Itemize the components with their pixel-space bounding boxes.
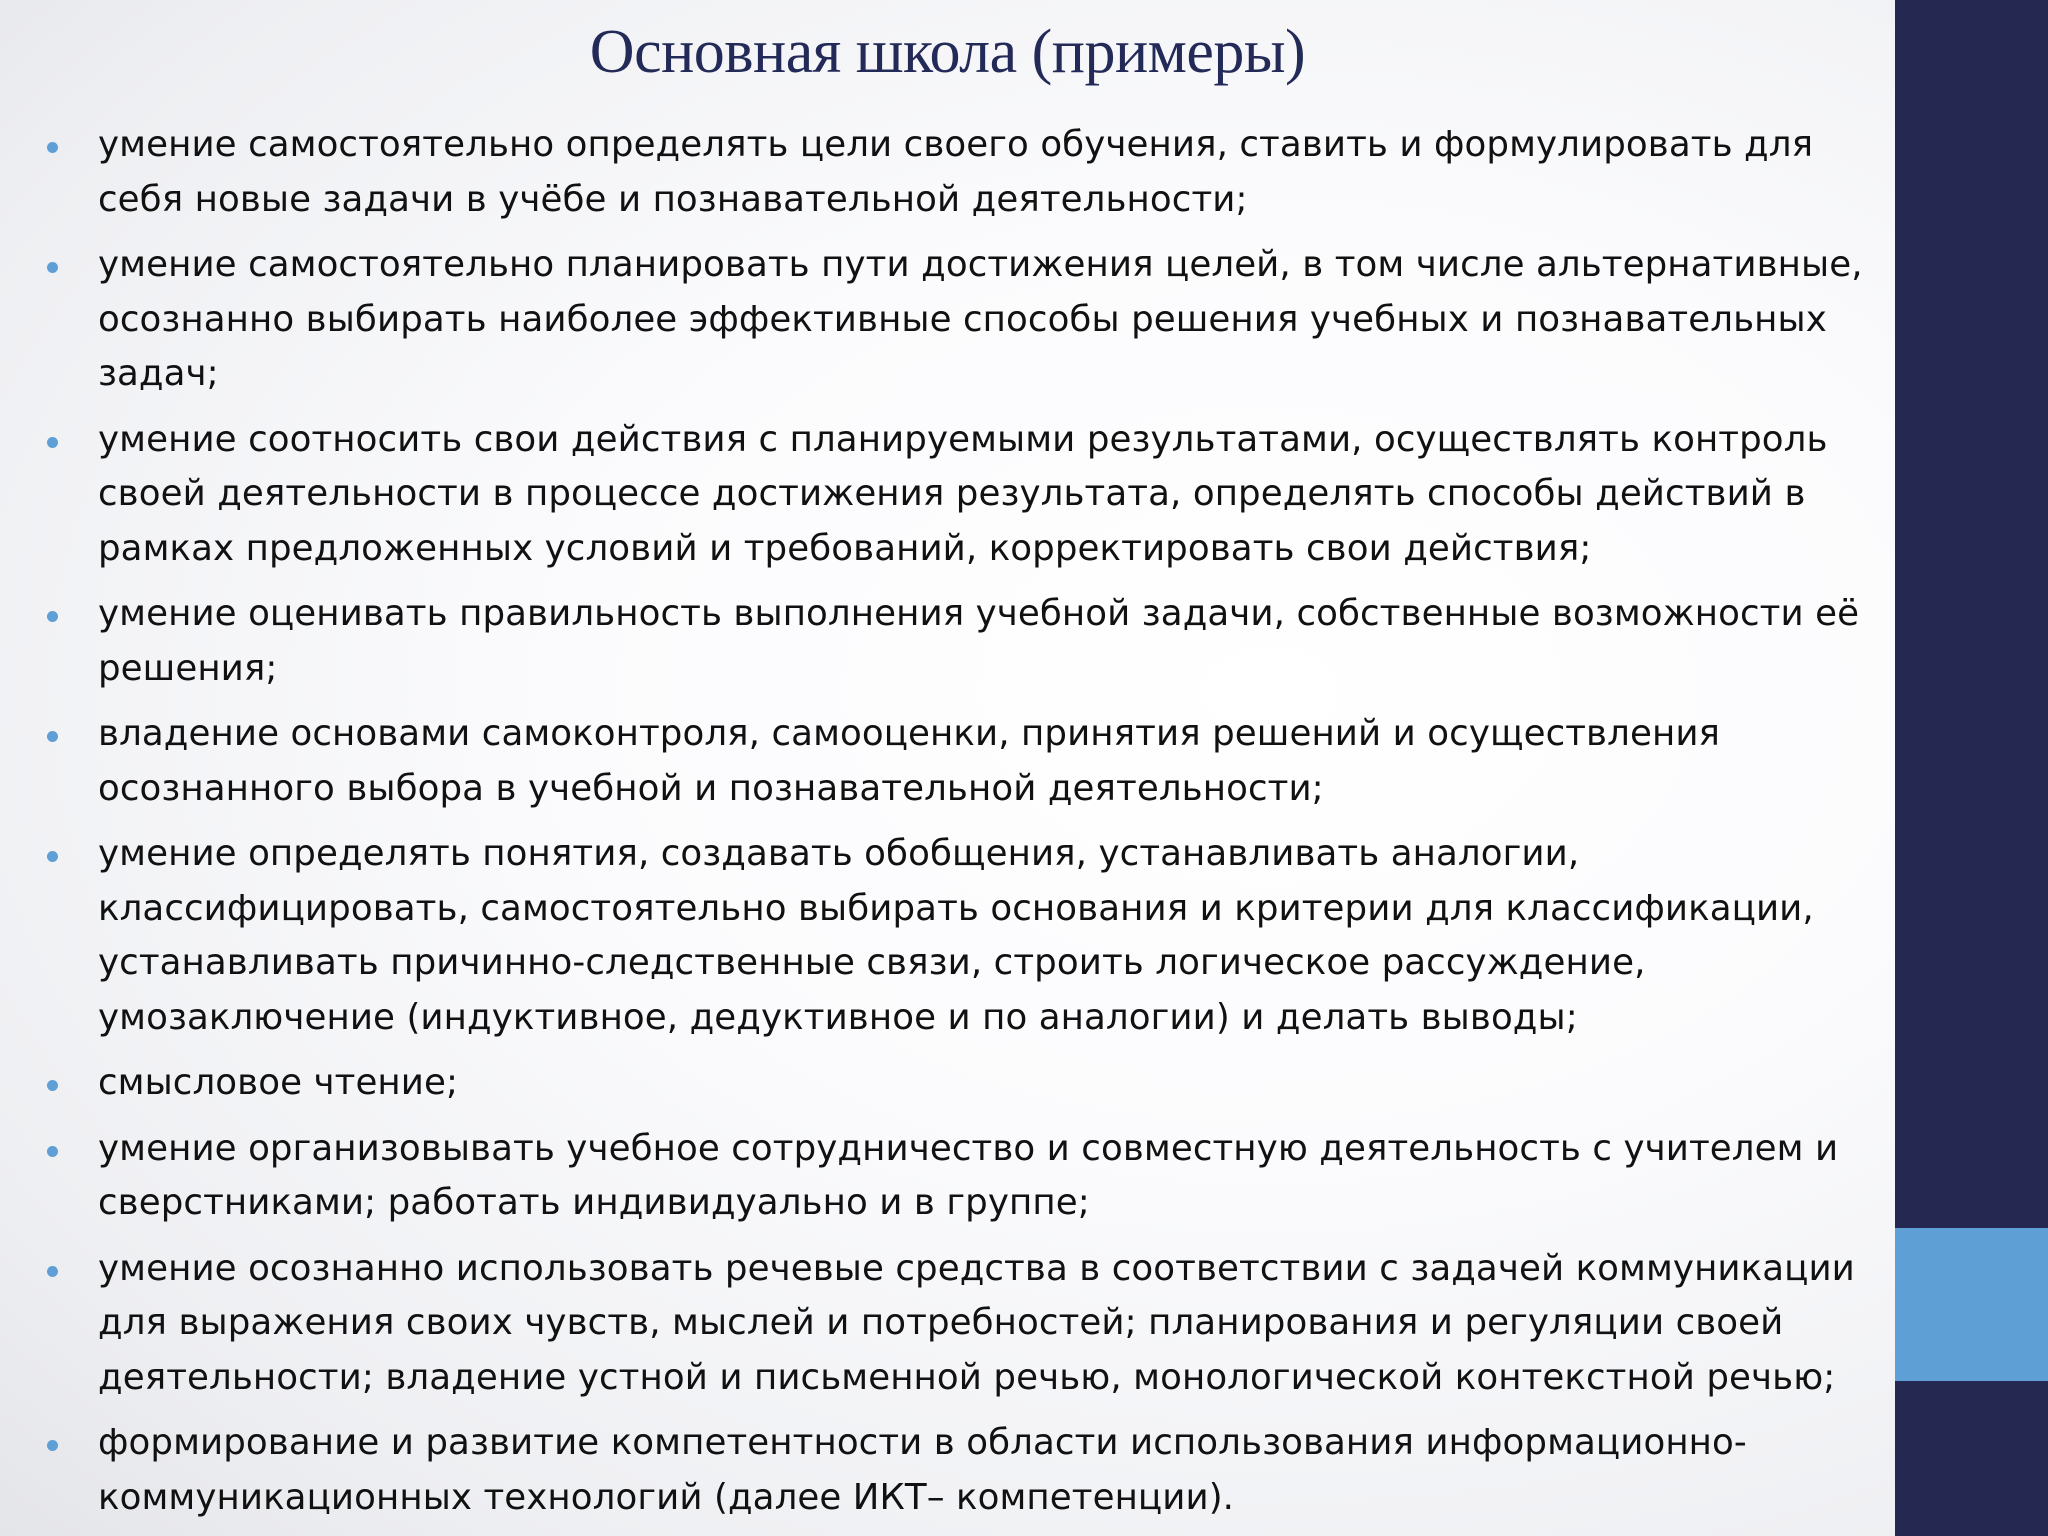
bullet-item	[0, 707, 1895, 816]
bullet-text: умение самостоятельно планировать пути достижения целей, в том числе альтернативные, осознанно выбирать наиболее эффективные способы решения учебных и познавательных задач;	[98, 244, 1863, 394]
bullet-item	[0, 1122, 1895, 1231]
bullet-text: умение самостоятельно определять цели своего обучения, ставить и формулировать для себя новые задачи в учёбе и познавательной деятельности;	[98, 124, 1814, 220]
bullet-item	[0, 1056, 1895, 1111]
bullet-item	[0, 587, 1895, 696]
slide-title: Основная школа (примеры)	[589, 18, 1306, 86]
bullet-item	[0, 1242, 1895, 1406]
bullet-marker-icon	[47, 262, 58, 273]
bullet-marker-icon	[47, 1266, 58, 1277]
bullet-item	[0, 827, 1895, 1045]
bullet-text: умение определять понятия, создавать обобщения, устанавливать аналогии, классифицировать, самостоятельно выбирать основания и критерии для классификации, устанавливать причинно-следственные связи, строить логическое рассуждение, умозаключение (индуктивное, дедуктивное и по аналогии) и делать выводы;	[98, 833, 1814, 1038]
bullet-marker-icon	[47, 1146, 58, 1157]
bullet-item	[0, 238, 1895, 402]
bullet-marker-icon	[47, 851, 58, 862]
side-accent-block	[1895, 1228, 2048, 1381]
bullet-text: умение оценивать правильность выполнения учебной задачи, собственные возможности её решения;	[98, 593, 1860, 689]
bullet-list	[0, 118, 1895, 1536]
bullet-marker-icon	[47, 142, 58, 153]
bullet-marker-icon	[47, 437, 58, 448]
bullet-item	[0, 413, 1895, 577]
bullet-text: формирование и развитие компетентности в области использования информационно-коммуникационных технологий (далее ИКТ– компетенции).	[98, 1422, 1747, 1518]
bullet-marker-icon	[47, 1440, 58, 1451]
bullet-item	[0, 118, 1895, 227]
bullet-text: владение основами самоконтроля, самооценки, принятия решений и осуществления осознанного выбора в учебной и познавательной деятельности;	[98, 713, 1721, 809]
bullet-marker-icon	[47, 731, 58, 742]
bullet-text: умение организовывать учебное сотрудничество и совместную деятельность с учителем и сверстниками; работать индивидуально и в группе;	[98, 1127, 1839, 1223]
bullet-text: умение соотносить свои действия с планируемыми результатами, осуществлять контроль своей деятельности в процессе достижения результата, определять способы действий в рамках предложенных условий и требований, корректировать свои действия;	[98, 418, 1828, 569]
bullet-marker-icon	[47, 611, 58, 622]
bullet-marker-icon	[47, 1080, 58, 1091]
bullet-item	[0, 1416, 1895, 1525]
bullet-text: смысловое чтение;	[98, 1062, 459, 1103]
bullet-text: умение осознанно использовать речевые средства в соответствии с задачей коммуникации для выражения своих чувств, мыслей и потребностей; планирования и регуляции своей деятельности; владение устной и письменной речью, монологической контекстной речью;	[98, 1247, 1855, 1398]
